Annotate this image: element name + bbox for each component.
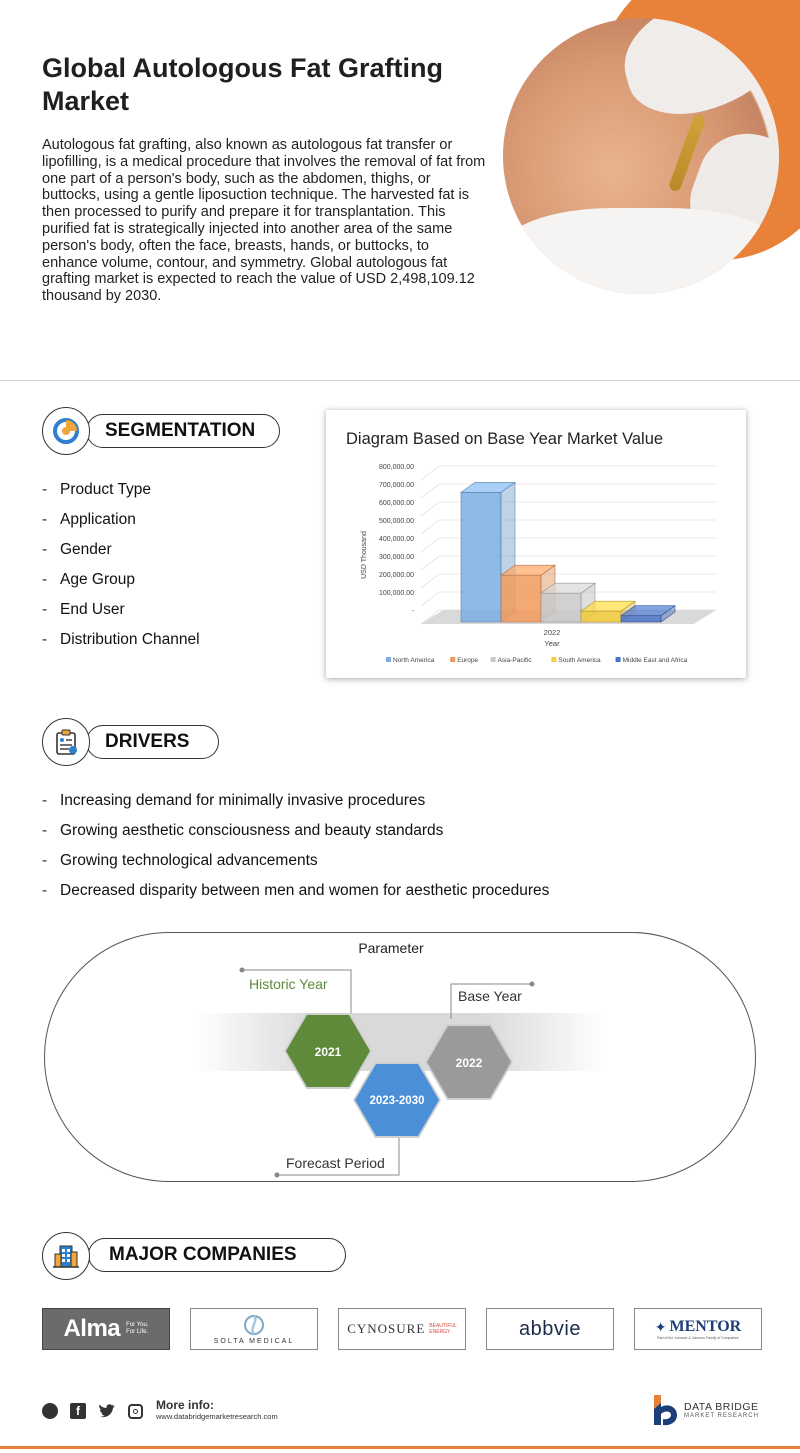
chart-gridline-diagonal bbox=[421, 520, 439, 534]
chart-legend-label: Europe bbox=[457, 657, 479, 664]
building-icon bbox=[42, 1232, 90, 1280]
list-item: - Application bbox=[42, 505, 200, 535]
drivers-list bbox=[42, 786, 549, 906]
chart-legend-item bbox=[551, 657, 601, 664]
chart-y-tick-label: 700,000.00 bbox=[378, 482, 414, 489]
chart-gridline-diagonal bbox=[421, 538, 439, 552]
chart-y-tick-label: 200,000.00 bbox=[378, 572, 414, 579]
chart-legend bbox=[386, 657, 688, 664]
social-icons bbox=[42, 1403, 143, 1419]
more-info bbox=[156, 1398, 278, 1421]
chart-title: Diagram Based on Base Year Market Value bbox=[346, 430, 664, 448]
list-item: - Decreased disparity between men and women for aesthetic procedures bbox=[42, 876, 549, 906]
chart-legend-label: Asia-Pacific bbox=[497, 657, 532, 664]
mentor-star-icon: ✦ bbox=[654, 1318, 667, 1335]
list-item: - Gender bbox=[42, 535, 200, 565]
drivers-heading: DRIVERS bbox=[86, 725, 219, 759]
chart-gridline-diagonal bbox=[421, 466, 439, 480]
solta-swirl-icon bbox=[243, 1314, 265, 1336]
list-item: - Distribution Channel bbox=[42, 625, 200, 655]
chart-y-tick-label: 600,000.00 bbox=[378, 500, 414, 507]
list-item: - Product Type bbox=[42, 475, 200, 505]
intro-paragraph: Autologous fat grafting, also known as autologous fat transfer or lipofilling, is a medical procedure that involves the removal of fat from one part of a person's body, such as the abdomen, thighs, or buttocks, using a gentle liposuction technique. The harvested fat is then processed to purify and prepare it for transplantation. This purified fat is strategically injected into another area of the same person's body, often the face, breasts, hands, or buttocks, to enhance volume, contour, and symmetry. Global autologous fat grafting market is expected to reach the value of USD 2,498,109.12 thousand by 2030. bbox=[42, 137, 486, 305]
chart-y-tick-label: 300,000.00 bbox=[378, 554, 414, 561]
list-item: - Age Group bbox=[42, 565, 200, 595]
solta-medical-logo: SOLTA MEDICAL bbox=[190, 1308, 318, 1350]
whatsapp-icon[interactable] bbox=[42, 1403, 58, 1419]
list-item: - Growing technological advancements bbox=[42, 846, 549, 876]
website-link[interactable]: www.databridgemarketresearch.com bbox=[156, 1412, 278, 1421]
chart-gridline-diagonal bbox=[421, 556, 439, 570]
chart-y-tick-label: 100,000.00 bbox=[378, 590, 414, 597]
chart-gridline-diagonal bbox=[421, 592, 439, 606]
chart-bars bbox=[461, 482, 675, 622]
forecast-period-label: Forecast Period bbox=[286, 1155, 385, 1171]
historic-year-label: Historic Year bbox=[249, 976, 328, 992]
data-bridge-logo: DATA BRIDGE MARKET RESEARCH bbox=[650, 1393, 759, 1427]
chart-y-axis-label: USD Thousand bbox=[361, 531, 368, 579]
chart-x-axis-label: Year bbox=[544, 639, 560, 648]
chart-legend-item bbox=[616, 657, 688, 664]
hero-photo bbox=[503, 18, 779, 294]
market-value-chart bbox=[326, 410, 746, 678]
base-year-label: Base Year bbox=[458, 988, 522, 1004]
segmentation-heading: SEGMENTATION bbox=[86, 414, 280, 448]
chart-legend-item bbox=[386, 657, 435, 664]
chart-canvas bbox=[326, 410, 746, 678]
chart-gridline-diagonal bbox=[421, 502, 439, 516]
chart-legend-label: South America bbox=[558, 657, 601, 664]
chart-x-tick-label: 2022 bbox=[543, 628, 561, 637]
parameter-panel bbox=[44, 932, 756, 1182]
abbvie-logo: abbvie bbox=[486, 1308, 614, 1350]
more-info-label: More info: bbox=[156, 1398, 214, 1412]
list-item: - Increasing demand for minimally invasive procedures bbox=[42, 786, 549, 816]
base-year-value: 2022 bbox=[455, 1056, 483, 1070]
pie-chart-icon bbox=[42, 407, 90, 455]
page-title: Global Autologous Fat Grafting Market bbox=[42, 53, 443, 116]
historic-year-value: 2021 bbox=[314, 1045, 342, 1059]
segmentation-list bbox=[42, 475, 200, 655]
twitter-icon[interactable] bbox=[98, 1403, 116, 1419]
list-item: - End User bbox=[42, 595, 200, 625]
alma-logo: Alma For You. For Life. bbox=[42, 1308, 170, 1350]
companies-heading: MAJOR COMPANIES bbox=[88, 1238, 346, 1272]
facebook-icon[interactable]: f bbox=[70, 1403, 86, 1419]
chart-gridline-diagonal bbox=[421, 484, 439, 498]
chart-legend-item bbox=[450, 657, 478, 664]
chart-legend-label: Middle East and Africa bbox=[622, 657, 688, 664]
chart-y-tick-label: 400,000.00 bbox=[378, 536, 414, 543]
divider bbox=[0, 380, 800, 381]
chart-y-tick-label: 500,000.00 bbox=[378, 518, 414, 525]
instagram-icon[interactable] bbox=[128, 1404, 143, 1419]
mentor-logo: ✦ MENTOR Part of the Johnson & Johnson Family of Companies bbox=[634, 1308, 762, 1350]
cynosure-logo: CYNOSURE BEAUTIFUL ENERGY bbox=[338, 1308, 466, 1350]
chart-y-tick-label: - bbox=[411, 608, 414, 615]
list-item: - Growing aesthetic consciousness and beauty standards bbox=[42, 816, 549, 846]
footer-accent-line bbox=[0, 1446, 800, 1449]
forecast-period-value: 2023-2030 bbox=[369, 1095, 425, 1107]
parameter-title: Parameter bbox=[358, 940, 424, 956]
chart-gridline-diagonal bbox=[421, 574, 439, 588]
chart-legend-label: North America bbox=[393, 657, 435, 664]
chart-legend-item bbox=[491, 657, 533, 664]
clipboard-icon bbox=[42, 718, 90, 766]
chart-y-ticks bbox=[379, 464, 415, 615]
chart-y-tick-label: 800,000.00 bbox=[378, 464, 414, 471]
data-bridge-mark-icon bbox=[650, 1393, 680, 1427]
